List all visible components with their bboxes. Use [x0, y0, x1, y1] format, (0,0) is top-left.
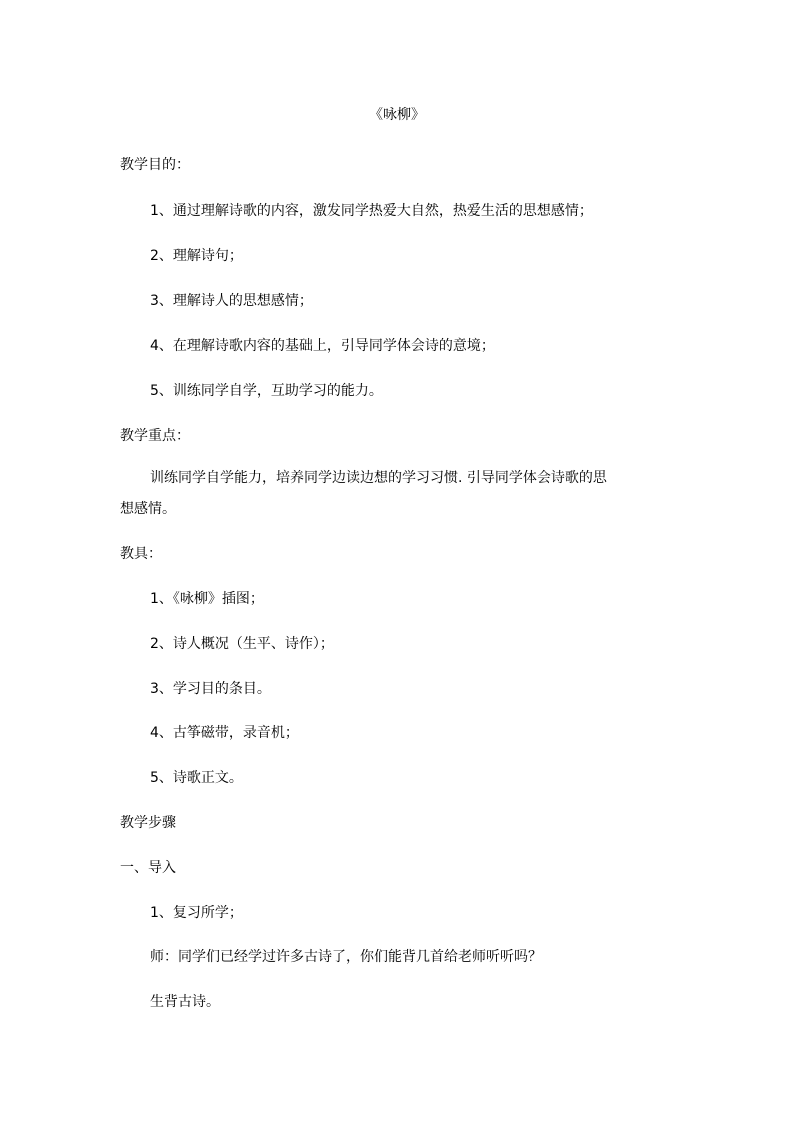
- tools-heading: 教具：: [120, 546, 162, 562]
- key-points-heading: 教学重点：: [120, 428, 190, 444]
- tool-item-1: 1、《咏柳》插图；: [150, 591, 264, 607]
- teacher-line: 师：同学们已经学过许多古诗了，你们能背几首给老师听听吗？: [150, 949, 542, 965]
- objective-item-3: 3、理解诗人的思想感情；: [150, 293, 313, 309]
- objective-item-5: 5、训练同学自学，互助学习的能力。: [150, 383, 383, 399]
- objective-item-4: 4、在理解诗歌内容的基础上，引导同学体会诗的意境；: [150, 338, 495, 354]
- objectives-heading: 教学目的：: [120, 157, 190, 173]
- student-line: 生背古诗。: [150, 994, 220, 1010]
- steps-heading: 教学步骤: [120, 815, 176, 831]
- tool-item-3: 3、学习目的条目。: [150, 681, 271, 697]
- tool-item-4: 4、古筝磁带，录音机；: [150, 725, 299, 741]
- document-title: 《咏柳》: [369, 107, 425, 123]
- key-points-text-line-2: 想感情。: [120, 501, 176, 517]
- objective-item-1: 1、通过理解诗歌的内容，激发同学热爱大自然，热爱生活的思想感情；: [150, 203, 593, 219]
- objective-item-2: 2、理解诗句；: [150, 248, 243, 264]
- key-points-text-line-1: 训练同学自学能力，培养同学边读边想的学习习惯. 引导同学体会诗歌的思: [150, 470, 607, 486]
- tool-item-5: 5、诗歌正文。: [150, 770, 243, 786]
- steps-section-1: 一、导入: [120, 860, 176, 876]
- tool-item-2: 2、诗人概况（生平、诗作）；: [150, 636, 334, 652]
- steps-item-1: 1、复习所学；: [150, 905, 243, 921]
